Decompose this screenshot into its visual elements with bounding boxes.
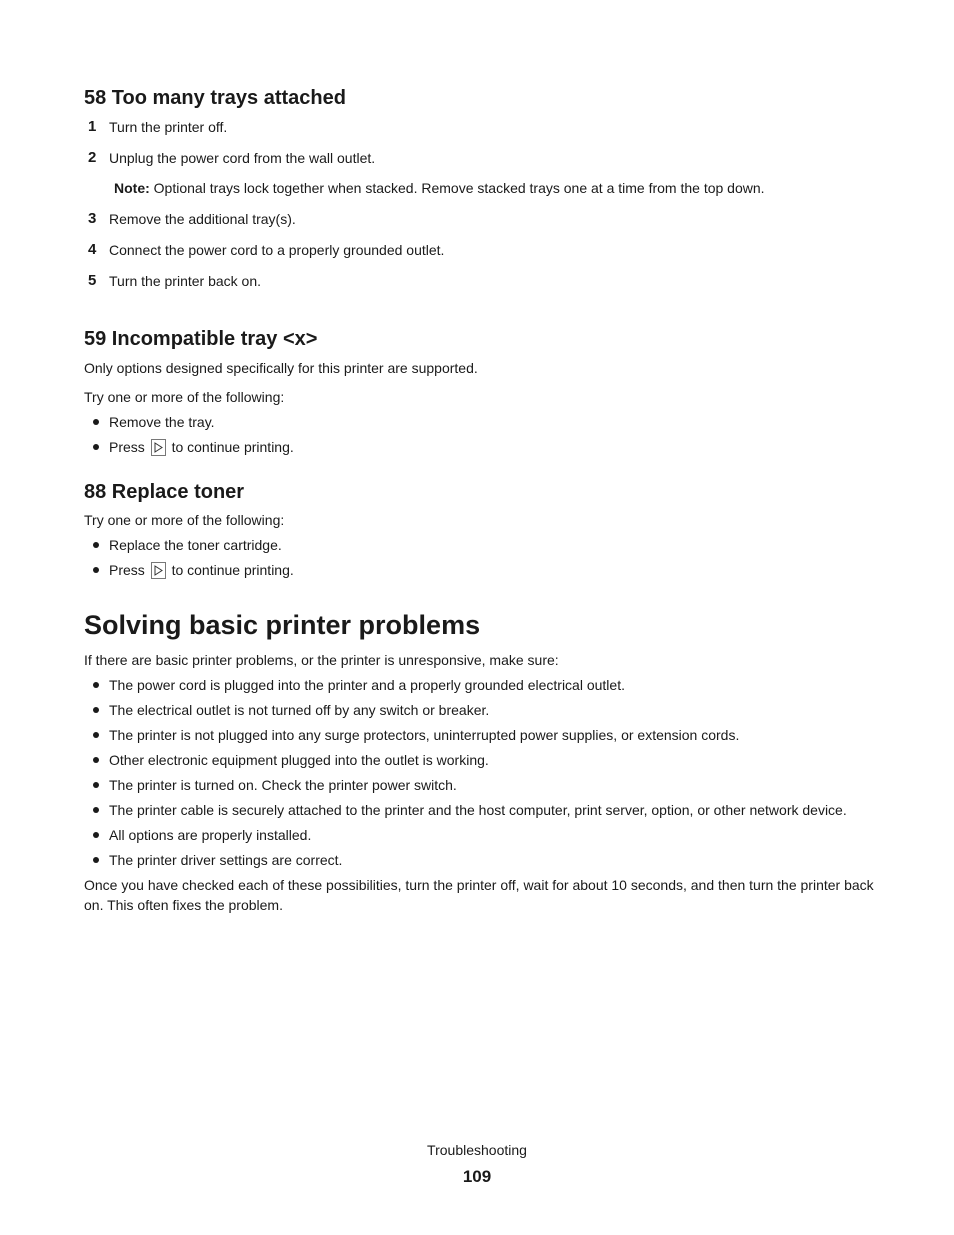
step-number: 2 (88, 149, 97, 166)
step-item (84, 117, 884, 137)
bullet-dot (93, 782, 99, 788)
bullet-text: The electrical outlet is not turned off by any switch or breaker. (109, 702, 490, 718)
press-label: Press (109, 439, 145, 455)
bullet-dot (93, 444, 99, 450)
note-text: Optional trays lock together when stacked. Remove stacked trays one at a time from the top down. (149, 180, 765, 196)
section-title-88: 88 Replace toner (84, 481, 245, 503)
bullet-text: All options are properly installed. (109, 827, 312, 843)
bullet-dot (93, 567, 99, 573)
press-label: Press (109, 562, 145, 578)
bullet-dot (93, 757, 99, 763)
step-item (84, 240, 884, 260)
list-item (84, 535, 884, 555)
list-item (84, 700, 884, 720)
step-number: 1 (88, 118, 97, 135)
note-label: Note: (114, 180, 150, 196)
bullet-dot (93, 732, 99, 738)
page-footer (0, 1140, 954, 1189)
bullet-list-59 (84, 412, 884, 457)
bullet-text: Other electronic equipment plugged into the outlet is working. (109, 752, 489, 768)
list-item (84, 560, 884, 580)
section-88-try-line: Try one or more of the following: (84, 512, 285, 528)
list-item (84, 850, 884, 870)
solving-heading: Solving basic printer problems (84, 610, 481, 640)
step-text: Turn the printer off. (109, 119, 228, 135)
section-title-59: 59 Incompatible tray <x> (84, 328, 318, 350)
list-item (84, 675, 884, 695)
list-item (84, 725, 884, 745)
list-item (84, 750, 884, 770)
list-item (84, 437, 884, 457)
page-content (84, 84, 884, 915)
bullet-text: Remove the tray. (109, 414, 215, 430)
section-59-try-line: Try one or more of the following: (84, 389, 285, 405)
step-text: Connect the power cord to a properly grounded outlet. (109, 242, 445, 258)
list-item (84, 825, 884, 845)
bullet-text: Replace the toner cartridge. (109, 537, 282, 553)
step-text: Turn the printer back on. (109, 273, 262, 289)
continue-text: to continue printing. (171, 439, 294, 455)
bullet-dot (93, 832, 99, 838)
step-item (84, 271, 884, 291)
solving-intro: If there are basic printer problems, or the printer is unresponsive, make sure: (84, 652, 559, 668)
page-number: 109 (462, 1167, 492, 1186)
steps-list-58-continued (84, 209, 884, 291)
bullet-list-88 (84, 535, 884, 580)
bullet-text: The power cord is plugged into the printer and a properly grounded electrical outlet. (109, 677, 625, 693)
step-item (84, 209, 884, 229)
step-number: 4 (88, 241, 97, 258)
solving-bullet-list (84, 675, 884, 870)
step-number: 3 (88, 210, 97, 227)
step-text: Remove the additional tray(s). (109, 211, 296, 227)
bullet-text: The printer is not plugged into any surge protectors, uninterrupted power supplies, or extension cords. (109, 727, 740, 743)
bullet-text: The printer is turned on. Check the printer power switch. (109, 777, 457, 793)
play-right-arrow-icon (151, 562, 166, 579)
step-text: Unplug the power cord from the wall outlet. (109, 150, 376, 166)
bullet-text: The printer driver settings are correct. (109, 852, 343, 868)
list-item (84, 800, 884, 820)
solving-closing: Once you have checked each of these possibilities, turn the printer off, wait for about 10 seconds, and then turn the printer back on. This often fixes the problem. (84, 877, 874, 913)
note-paragraph (84, 178, 884, 198)
step-item (84, 148, 884, 168)
bullet-dot (93, 419, 99, 425)
list-item (84, 775, 884, 795)
steps-list-58 (84, 117, 884, 168)
continue-text: to continue printing. (171, 562, 294, 578)
section-59-intro: Only options designed specifically for this printer are supported. (84, 360, 478, 376)
bullet-dot (93, 682, 99, 688)
footer-section-name: Troubleshooting (427, 1142, 527, 1158)
bullet-dot (93, 542, 99, 548)
play-right-arrow-icon (151, 439, 166, 456)
step-number: 5 (88, 272, 97, 289)
bullet-text: The printer cable is securely attached to the printer and the host computer, print server, option, or other network device. (109, 802, 847, 818)
bullet-dot (93, 807, 99, 813)
section-title-58: 58 Too many trays attached (84, 87, 346, 109)
list-item (84, 412, 884, 432)
bullet-dot (93, 857, 99, 863)
bullet-dot (93, 707, 99, 713)
